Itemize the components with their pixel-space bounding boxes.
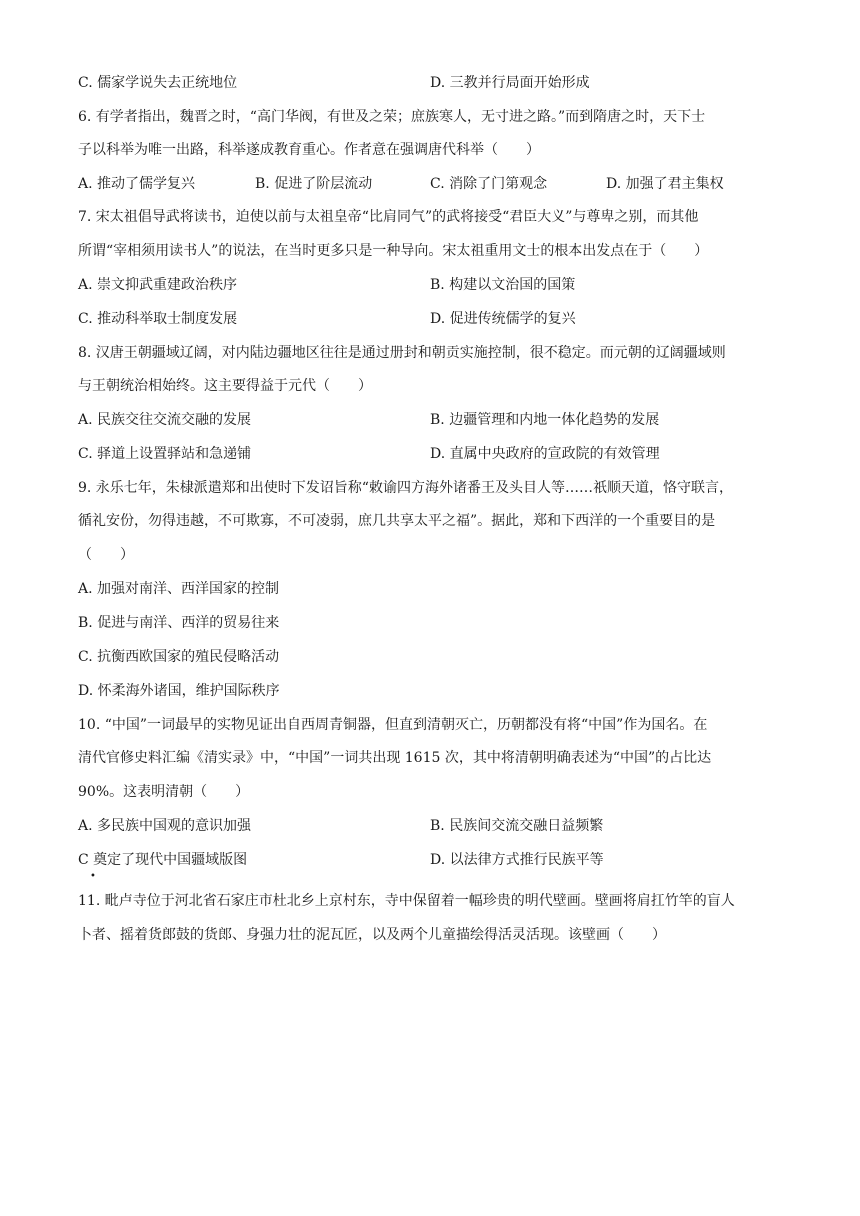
q7-option-c: C. 推动科举取士制度发展 (78, 311, 238, 327)
q8-option-c: C. 驿道上设置驿站和急递铺 (78, 446, 252, 462)
q8-stem-line-2: 与王朝统治相始终。这主要得益于元代（ ） (78, 378, 372, 394)
q10-option-c: C 奠定了现代中国疆域版图 (78, 852, 248, 868)
q7-option-b: B. 构建以文治国的国策 (430, 277, 576, 293)
q8-option-a: A. 民族交往交流交融的发展 (78, 412, 252, 428)
q10-option-d: D. 以法律方式推行民族平等 (430, 852, 604, 868)
q8-option-d: D. 直属中央政府的宣政院的有效管理 (430, 446, 660, 462)
q9-option-d: D. 怀柔海外诸国，维护国际秩序 (78, 683, 280, 699)
q6-option-c: C. 消除了门第观念 (430, 176, 548, 192)
q6-option-d: D. 加强了君主集权 (606, 176, 724, 192)
q10-stem-line-2: 清代官修史料汇编《清实录》中，“中国”一词共出现 1615 次，其中将清朝明确表述为“中国”的占比达 (78, 750, 712, 766)
q6-stem-line-2: 子以科举为唯一出路，科举遂成教育重心。作者意在强调唐代科举（ ） (78, 142, 540, 158)
q7-stem-line-1: 7. 宋太祖倡导武将读书，迫使以前与太祖皇帝“比肩同气”的武将接受“君臣大义”与尊卑之别，而其他 (78, 209, 699, 225)
q11-stem-line-1: 11. 毗卢寺位于河北省石家庄市杜北乡上京村东，寺中保留着一幅珍贵的明代壁画。壁画将肩扛竹竿的盲人 (78, 893, 735, 909)
q9-option-c: C. 抗衡西欧国家的殖民侵略活动 (78, 649, 280, 665)
q9-stem-line-3: （ ） (78, 547, 134, 563)
q6-option-b: B. 促进了阶层流动 (255, 176, 373, 192)
q9-option-b: B. 促进与南洋、西洋的贸易往来 (78, 615, 280, 631)
q7-stem-line-2: 所谓“宰相须用读书人”的说法，在当时更多只是一种导向。宋太祖重用文士的根本出发点在于（ ） (78, 243, 709, 259)
q10-option-b: B. 民族间交流交融日益频繁 (430, 818, 604, 834)
q7-option-a: A. 崇文抑武重建政治秩序 (78, 277, 238, 293)
q9-stem-line-1: 9. 永乐七年，朱棣派遣郑和出使时下发诏旨称“敕谕四方海外诸番王及头目人等……祇顺天道，恪守联言， (78, 480, 733, 496)
q6-option-a: A. 推动了儒学复兴 (78, 176, 196, 192)
q10-option-a: A. 多民族中国观的意识加强 (78, 818, 252, 834)
q10-stem-line-1: 10. “中国”一词最早的实物见证出自西周青铜器，但直到清朝灭亡，历朝都没有将“中国”作为国名。在 (78, 717, 708, 733)
q6-stem-line-1: 6. 有学者指出，魏晋之时，“高门华阀，有世及之荣；庶族寒人，无寸进之路。”而到隋唐之时，天下士 (78, 109, 706, 125)
stray-dot-mark: • (90, 871, 96, 882)
q10-stem-line-3: 90%。这表明清朝（ ） (78, 784, 250, 800)
q8-stem-line-1: 8. 汉唐王朝疆域辽阔，对内陆边疆地区往往是通过册封和朝贡实施控制，很不稳定。而元朝的辽阔疆域则 (78, 345, 726, 361)
q5-option-d: D. 三教并行局面开始形成 (430, 75, 590, 91)
q9-stem-line-2: 循礼安份，勿得违越，不可欺寡，不可凌弱，庶几共享太平之福”。据此，郑和下西洋的一个重要目的是 (78, 513, 716, 529)
q11-stem-line-2: 卜者、摇着货郎鼓的货郎、身强力壮的泥瓦匠，以及两个儿童描绘得活灵活现。该壁画（ ） (78, 927, 666, 943)
q7-option-d: D. 促进传统儒学的复兴 (430, 311, 576, 327)
q9-option-a: A. 加强对南洋、西洋国家的控制 (78, 581, 280, 597)
q5-option-c: C. 儒家学说失去正统地位 (78, 75, 238, 91)
q8-option-b: B. 边疆管理和内地一体化趋势的发展 (430, 412, 660, 428)
